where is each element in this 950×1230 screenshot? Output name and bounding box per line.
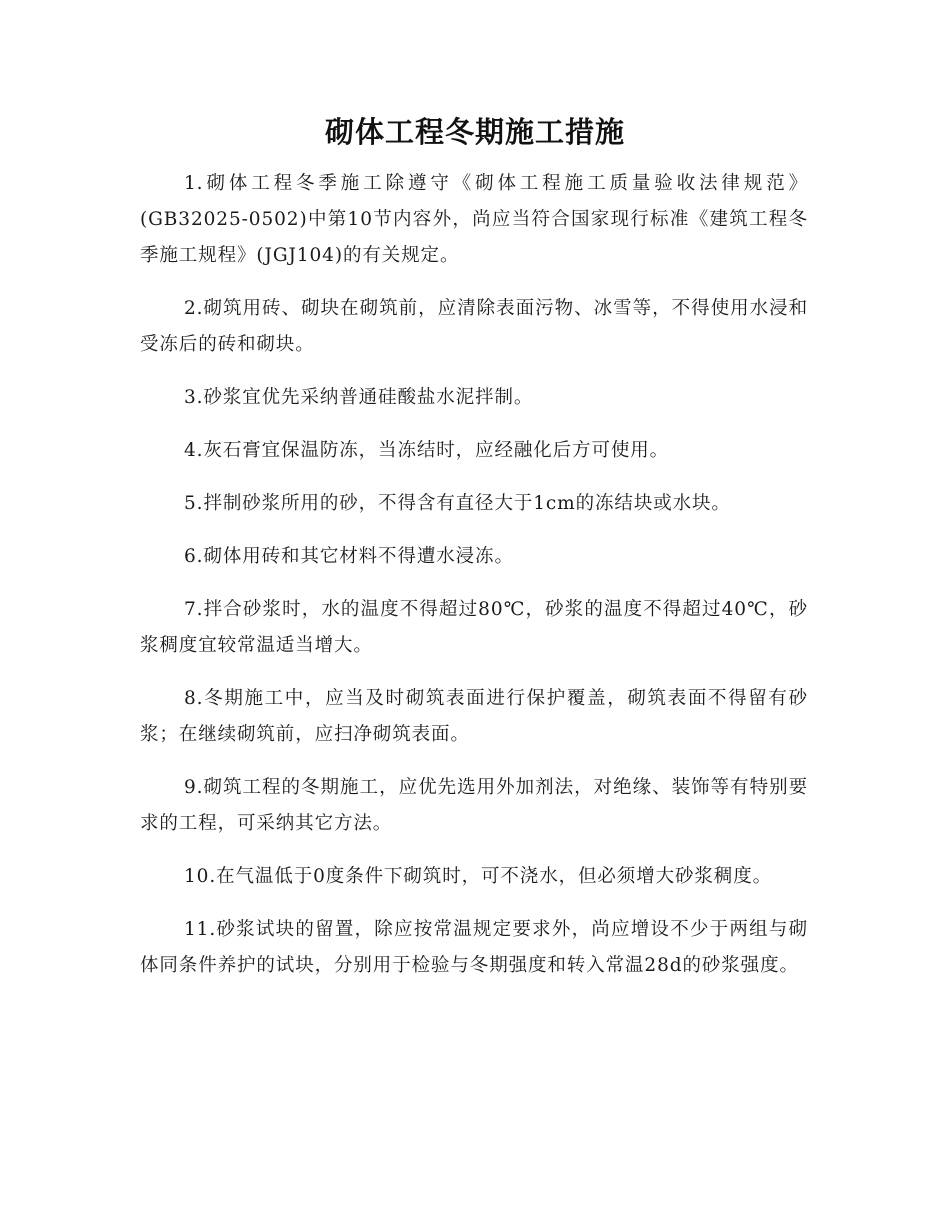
paragraph-9: 9.砌筑工程的冬期施工，应优先选用外加剂法，对绝缘、装饰等有特别要求的工程，可采纳其它方法。: [140, 777, 808, 834]
paragraph-8: 8.冬期施工中，应当及时砌筑表面进行保护覆盖，砌筑表面不得留有砂浆；在继续砌筑前，应扫净砌筑表面。: [140, 688, 808, 745]
document-title: 砌体工程冬期施工措施: [324, 115, 625, 149]
paragraph-1: 1.砌体工程冬季施工除遵守《砌体工程施工质量验收法律规范》(GB32025-0502)中第10节内容外，尚应当符合国家现行标准《建筑工程冬季施工规程》(JGJ104)的有关规定。: [140, 173, 808, 266]
paragraph-6: 6.砌体用砖和其它材料不得遭水浸冻。: [184, 546, 514, 567]
paragraph-3: 3.砂浆宜优先采纳普通硅酸盐水泥拌制。: [184, 387, 534, 408]
paragraph-7: 7.拌合砂浆时，水的温度不得超过80℃，砂浆的温度不得超过40℃，砂浆稠度宜较常温适当增大。: [140, 599, 808, 656]
paragraph-2: 2.砌筑用砖、砌块在砌筑前，应清除表面污物、冰雪等，不得使用水浸和受冻后的砖和砌块。: [140, 298, 808, 355]
paragraph-11: 11.砂浆试块的留置，除应按常温规定要求外，尚应增设不少于两组与砌体同条件养护的试块，分别用于检验与冬期强度和转入常温28d的砂浆强度。: [140, 919, 808, 976]
paragraph-5: 5.拌制砂浆所用的砂，不得含有直径大于1cm的冻结块或水块。: [184, 493, 731, 514]
paragraph-4: 4.灰石膏宜保温防冻，当冻结时，应经融化后方可使用。: [184, 440, 670, 461]
document-body: [140, 166, 808, 1001]
paragraph-10: 10.在气温低于0度条件下砌筑时，可不浇水，但必须增大砂浆稠度。: [184, 866, 772, 887]
